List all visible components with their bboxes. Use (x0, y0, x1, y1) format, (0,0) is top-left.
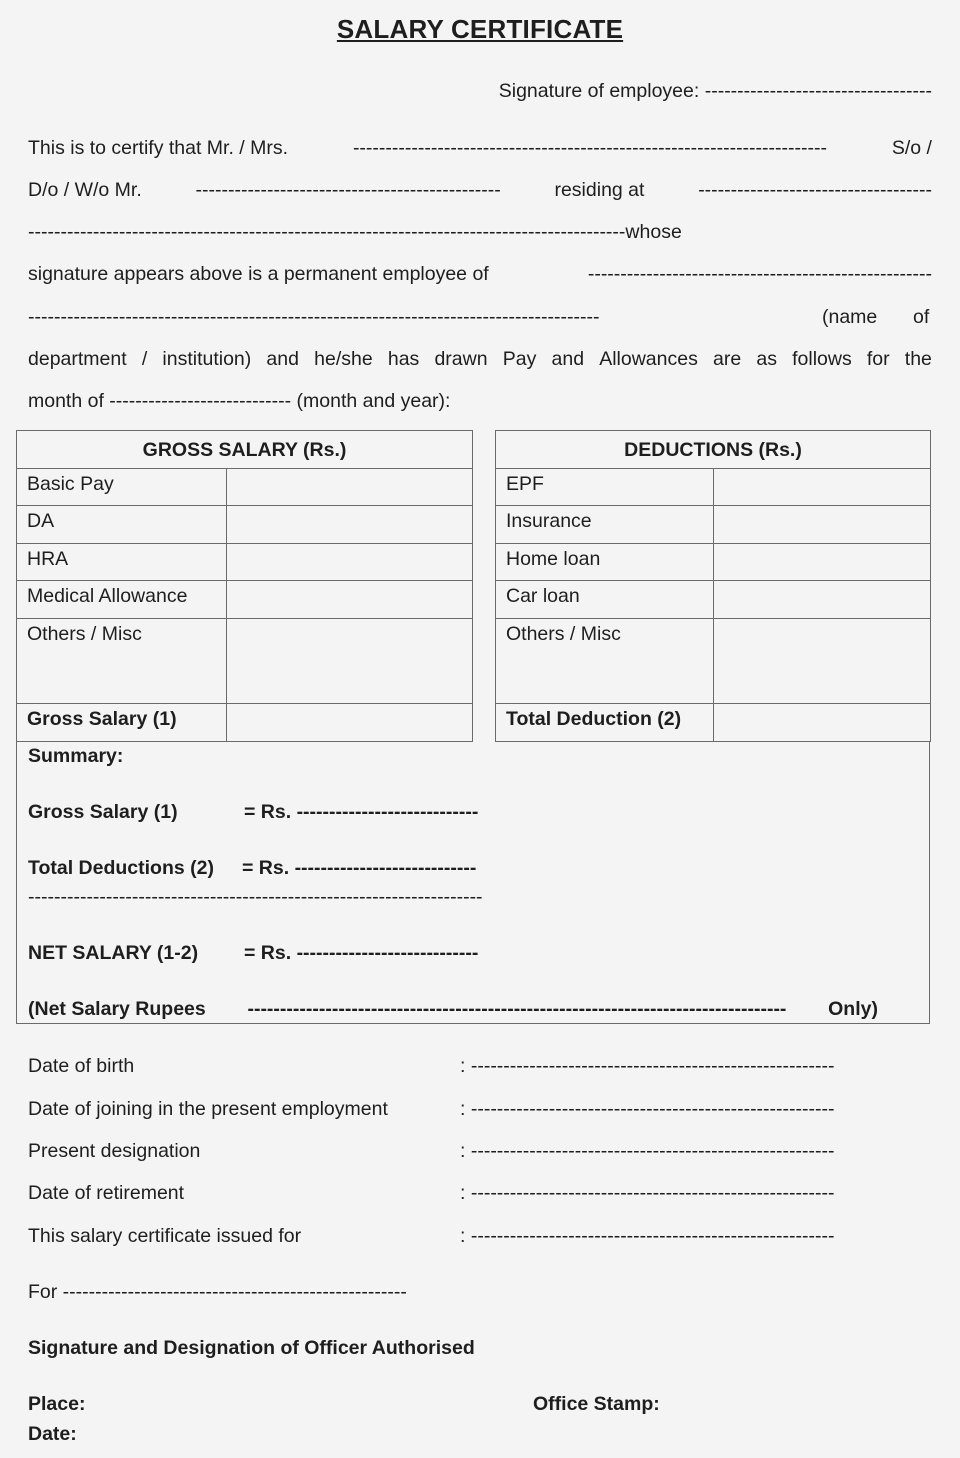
certify-line-2 (28, 179, 932, 202)
word: for (866, 348, 890, 370)
da-label: DA (17, 506, 227, 544)
deductions-table (495, 430, 931, 742)
date-of-birth-field[interactable]: : -------------------------------------------------------- (460, 1055, 835, 1077)
net-salary-words-blank: ----------------------------------------------------------------------------------- (247, 998, 787, 1020)
word: Allowances (599, 348, 698, 370)
home-loan-amount-cell[interactable] (714, 544, 931, 581)
word: Pay (502, 348, 537, 370)
gross-salary-table (16, 430, 473, 742)
parent-label: D/o / W/o Mr. (28, 179, 142, 201)
present-designation-field[interactable]: : -------------------------------------------------------- (460, 1140, 835, 1162)
date-label: Date: (28, 1423, 77, 1445)
epf-amount-cell[interactable] (714, 469, 931, 506)
insurance-amount-cell[interactable] (714, 506, 931, 544)
word: the (904, 348, 932, 370)
date-of-birth-label: Date of birth (28, 1055, 135, 1077)
net-salary-only-label: Only) (828, 998, 878, 1020)
word: drawn (434, 348, 488, 370)
da-amount-cell[interactable] (227, 506, 473, 544)
name-of-word: (name (822, 306, 878, 328)
certify-line-6 (28, 348, 932, 371)
date-of-retirement-field[interactable]: : -------------------------------------------------------- (460, 1182, 835, 1204)
for-line: For ----------------------------------------------------- (28, 1281, 407, 1303)
name-blank: ------------------------------------------------------------------------- (352, 137, 827, 159)
summary-separator: ---------------------------------------------------------------------- (28, 886, 483, 908)
medical-allowance-amount-cell[interactable] (227, 581, 473, 619)
word: / (141, 348, 148, 370)
issued-for-label: This salary certificate issued for (28, 1225, 302, 1247)
gross-salary-total-cell[interactable] (227, 704, 473, 742)
medical-allowance-label: Medical Allowance (17, 581, 227, 619)
net-salary-words-line (28, 998, 878, 1021)
of-word: of (913, 306, 930, 328)
word: and (551, 348, 585, 370)
others-misc-label: Others / Misc (17, 619, 227, 704)
certify-line-4 (28, 263, 932, 286)
deduction-others-misc-amount-cell[interactable] (714, 619, 931, 704)
month-year-line: month of ---------------------------- (month and year): (28, 390, 451, 412)
gross-table-header: GROSS SALARY (Rs.) (17, 431, 473, 469)
employer-label: signature appears above is a permanent employee of (28, 263, 489, 285)
gross-salary-total-label: Gross Salary (1) (17, 704, 227, 742)
others-misc-amount-cell[interactable] (227, 619, 473, 704)
word: department (28, 348, 127, 370)
date-of-retirement-label: Date of retirement (28, 1182, 185, 1204)
total-deduction-cell[interactable] (714, 704, 931, 742)
parent-name-blank: ----------------------------------------------- (195, 179, 501, 201)
present-designation-label: Present designation (28, 1140, 201, 1162)
word: institution) (162, 348, 252, 370)
summary-gross-value: = Rs. ---------------------------- (244, 801, 479, 823)
word: as (756, 348, 777, 370)
net-salary-label: NET SALARY (1-2) (28, 942, 199, 964)
insurance-label: Insurance (496, 506, 714, 544)
epf-label: EPF (496, 469, 714, 506)
certify-line-3: --------------------------------------------------------------------------------------------whose (28, 221, 682, 243)
home-loan-label: Home loan (496, 544, 714, 581)
summary-deductions-label: Total Deductions (2) (28, 857, 214, 879)
deductions-table-header: DEDUCTIONS (Rs.) (496, 431, 931, 469)
basic-pay-label: Basic Pay (17, 469, 227, 506)
employer-blank: ----------------------------------------------------- (587, 263, 932, 285)
word: he/she (314, 348, 373, 370)
word: and (266, 348, 299, 370)
word: has (387, 348, 420, 370)
net-salary-value: = Rs. ---------------------------- (244, 942, 479, 964)
car-loan-label: Car loan (496, 581, 714, 619)
place-label: Place: (28, 1393, 86, 1415)
page-title: SALARY CERTIFICATE (336, 14, 624, 44)
employee-signature-line: Signature of employee: ----------------------------------- (498, 80, 932, 102)
date-of-joining-field[interactable]: : -------------------------------------------------------- (460, 1098, 835, 1120)
summary-box (16, 741, 930, 1024)
hra-amount-cell[interactable] (227, 544, 473, 581)
certify-line-1 (28, 137, 932, 160)
net-salary-words-label: (Net Salary Rupees (28, 998, 206, 1020)
date-of-joining-label: Date of joining in the present employment (28, 1098, 388, 1120)
summary-heading: Summary: (28, 745, 124, 767)
total-deduction-label: Total Deduction (2) (496, 704, 714, 742)
office-stamp-label: Office Stamp: (533, 1393, 660, 1415)
hra-label: HRA (17, 544, 227, 581)
relation-label: S/o / (891, 137, 932, 159)
word: follows (792, 348, 852, 370)
deduction-others-misc-label: Others / Misc (496, 619, 714, 704)
officer-signature-label: Signature and Designation of Officer Authorised (28, 1337, 475, 1359)
summary-deductions-value: = Rs. ---------------------------- (242, 857, 477, 879)
issued-for-field[interactable]: : -------------------------------------------------------- (460, 1225, 835, 1247)
certify-name-label: This is to certify that Mr. / Mrs. (28, 137, 289, 159)
basic-pay-amount-cell[interactable] (227, 469, 473, 506)
address-blank: ------------------------------------ (698, 179, 932, 201)
car-loan-amount-cell[interactable] (714, 581, 931, 619)
department-blank: ---------------------------------------------------------------------------------------- (28, 306, 600, 328)
word: are (713, 348, 742, 370)
summary-gross-label: Gross Salary (1) (28, 801, 178, 823)
residing-label: residing at (554, 179, 645, 201)
